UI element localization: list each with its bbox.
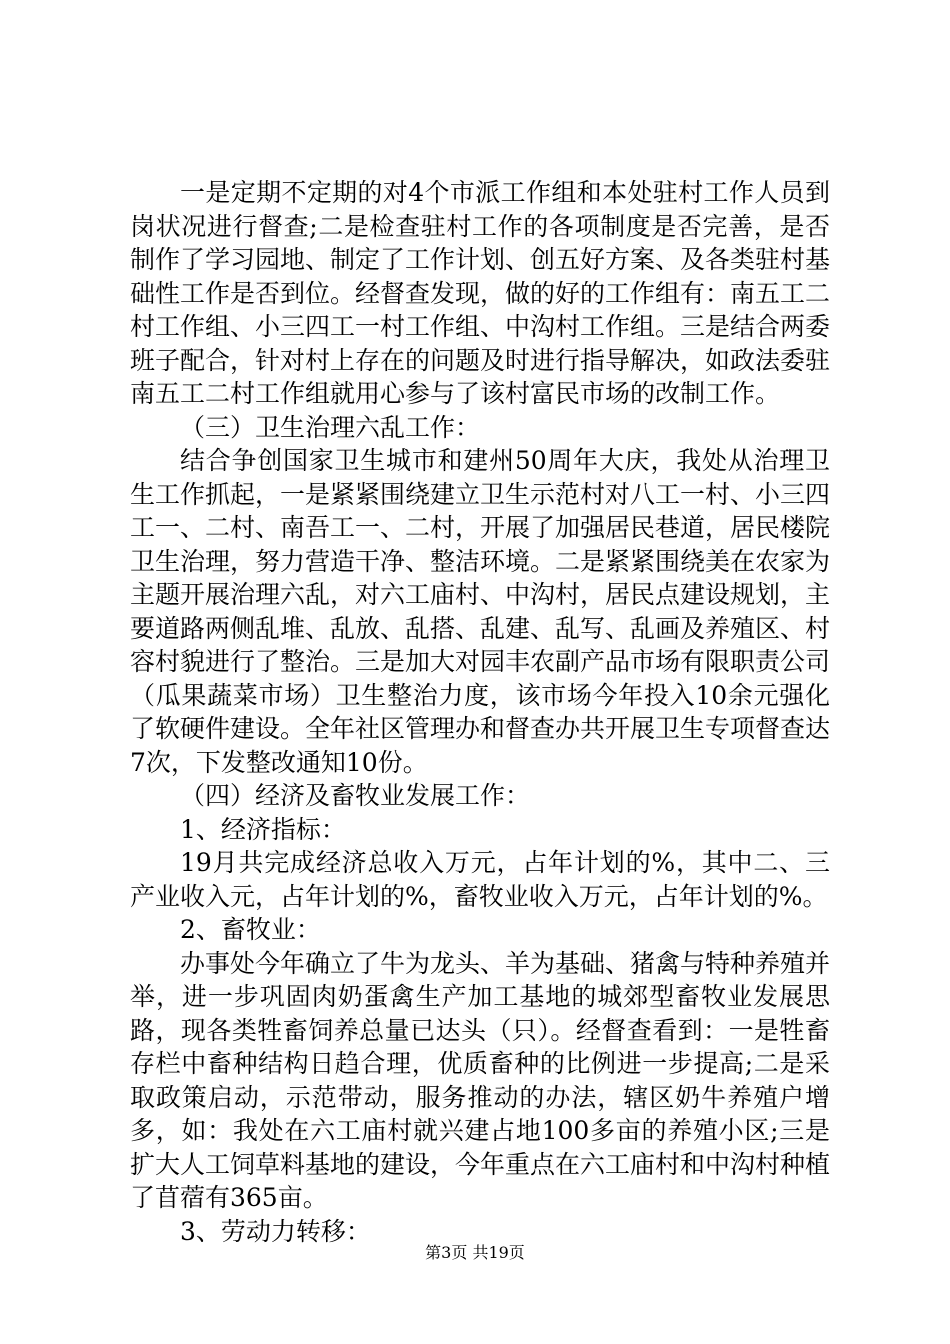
subheading-economic-indicators: 1、经济指标：: [180, 814, 346, 844]
section-heading-economy: （四）经济及畜牧业发展工作：: [180, 781, 531, 810]
paragraph-economic-indicators: 19月共完成经济总收入万元，占年计划的%，其中二、三产业收入元，占年计划的%，畜牧业收入万元，占年计划的%。: [130, 848, 830, 911]
page-number-footer: 第3页 共19页: [425, 1243, 525, 1262]
paragraph-sanitation: 结合争创国家卫生城市和建州50周年大庆，我处从治理卫生工作抓起，一是紧紧围绕建立卫生示范村对八工一村、小三四工一、二村、南吾工一、二村，开展了加强居民巷道，居民楼院卫生治理，努力营造干净、整洁环境。二是紧紧围绕美在农家为主题开展治理六乱，对六工庙村、中沟村，居民点建设规划，主要道路两侧乱堆、乱放、乱搭、乱建、乱写、乱画及养殖区、村容村貌进行了整治。三是加大对园丰农副产品市场有限职责公司（瓜果蔬菜市场）卫生整治力度，该市场今年投入10余元强化了软硬件建设。全年社区管理办和督查办共开展卫生专项督查达7次，下发整改通知10份。: [130, 446, 831, 777]
subheading-livestock: 2、畜牧业：: [180, 915, 321, 944]
section-heading-sanitation: （三）卫生治理六乱工作：: [180, 412, 481, 442]
paragraph-livestock: 办事处今年确立了牛为龙头、羊为基础、猪禽与特种养殖并举，进一步巩固肉奶蛋禽生产加工基地的城郊型畜牧业发展思路，现各类牲畜饲养总量已达头（只）。经督查看到：一是牲畜存栏中畜种结构日趋合理，优质畜种的比例进一步提高;二是采取政策启动，示范带动，服务推动的办法，辖区奶牛养殖户增多，如：我处在六工庙村就兴建占地100多亩的养殖小区;三是扩大人工饲草料基地的建设，今年重点在六工庙村和中沟村种植了苜蓿有365亩。: [130, 948, 831, 1212]
document-body: [130, 176, 830, 1248]
paragraph-supervision: 一是定期不定期的对4个市派工作组和本处驻村工作人员到岗状况进行督查;二是检查驻村工作的各项制度是否完善，是否制作了学习园地、制定了工作计划、创五好方案、及各类驻村基础性工作是否到位。经督查发现，做的好的工作组有：南五工二村工作组、小三四工一村工作组、中沟村工作组。三是结合两委班子配合，针对村上存在的问题及时进行指导解决，如政法委驻南五工二村工作组就用心参与了该村富民市场的改制工作。: [130, 178, 831, 408]
subheading-labor-transfer: 3、劳动力转移：: [180, 1216, 371, 1246]
